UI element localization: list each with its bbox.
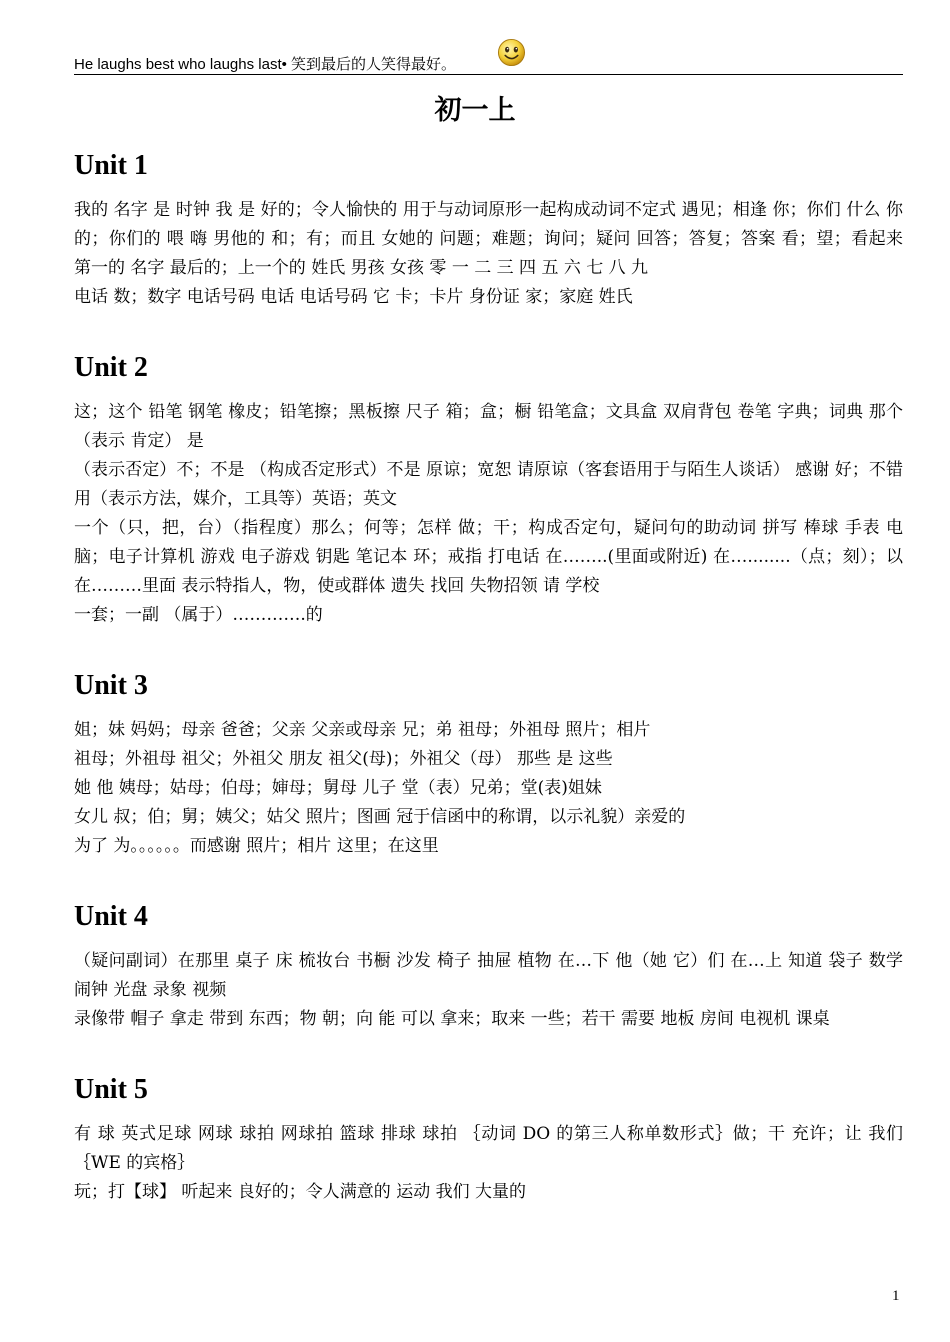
- vocab-line: 我的 名字 是 时钟 我 是 好的；令人愉快的 用于与动词原形一起构成动词不定式 遇见；相逢 你；你们 什么 你的；你们的 喂 嗨 男他的 和；有；而且 女她的 问题；难题；询问；疑问 回答；答复；答案 看；望；看起来 第一的 名字 最后的；上一个的 姓氏 男孩 女孩 零 一 二 三 四 五 六 七 八 九: [74, 200, 903, 278]
- unit-section: [74, 348, 903, 630]
- vocab-line: （疑问副词）在那里 桌子 床 梳妆台 书橱 沙发 椅子 抽屉 植物 在…下 他（她 它）们 在…上 知道 袋子 数学 闹钟 光盘 录象 视频: [74, 951, 903, 1000]
- vocab-line: 女儿 叔；伯；舅；姨父；姑父 照片；图画 冠于信函中的称谓，以示礼貌）亲爱的: [74, 807, 686, 827]
- vocab-line: 录像带 帽子 拿走 带到 东西；物 朝；向 能 可以 拿来；取来 一些；若干 需要 地板 房间 电视机 课桌: [74, 1009, 830, 1029]
- vocab-line: 为了 为。。。。。。而感谢 照片；相片 这里；在这里: [74, 836, 439, 856]
- header-proverb: He laughs best who laughs last• 笑到最后的人笑得最好。: [74, 56, 457, 73]
- vocabulary-content: [74, 146, 903, 1207]
- page-number: 1: [892, 1288, 900, 1304]
- vocab-line: 一个（只，把，台）（指程度）那么；何等；怎样 做；干；构成否定句，疑问句的助动词 拼写 棒球 手表 电脑；电子计算机 游戏 电子游戏 钥匙 笔记本 环；戒指 打电话 在……..(里面或附近) 在…........（点；刻）；以 在………里面 表示特指人，物，使或群体 遗失 找回 失物招领 请 学校: [74, 518, 903, 596]
- vocab-line: 她 他 姨母；姑母；伯母；婶母；舅母 儿子 堂（表）兄弟；堂(表)姐妹: [74, 778, 602, 798]
- vocab-line: 姐；妹 妈妈；母亲 爸爸；父亲 父亲或母亲 兄；弟 祖母；外祖母 照片；相片: [74, 720, 651, 740]
- vocab-line: 有 球 英式足球 网球 球拍 网球拍 篮球 排球 球拍 ｛动词 DO 的第三人称单数形式｝做；干 充许；让 我们｛WE 的宾格｝: [74, 1124, 903, 1173]
- page-title: 初一上: [434, 95, 516, 126]
- unit-body: [74, 398, 903, 630]
- vocab-line: 一套；一副 （属于）………….的: [74, 605, 323, 625]
- unit-section: [74, 146, 903, 312]
- unit-section: [74, 666, 903, 861]
- unit-body: [74, 716, 903, 861]
- unit-body: [74, 196, 903, 312]
- unit-heading: Unit 2: [74, 352, 148, 383]
- smiley-face-icon: [497, 38, 526, 67]
- unit-section: [74, 897, 903, 1034]
- page-header: [74, 44, 903, 75]
- vocab-line: 祖母；外祖母 祖父；外祖父 朋友 祖父(母)；外祖父（母） 那些 是 这些: [74, 749, 613, 769]
- unit-heading: Unit 5: [74, 1074, 148, 1105]
- unit-heading: Unit 3: [74, 670, 148, 701]
- unit-heading: Unit 1: [74, 150, 148, 181]
- vocab-line: 玩；打【球】 听起来 良好的；令人满意的 运动 我们 大量的: [74, 1182, 527, 1202]
- vocab-line: （表示否定）不；不是 （构成否定形式）不是 原谅；宽恕 请原谅（客套语用于与陌生人谈话） 感谢 好；不错 用（表示方法，媒介，工具等）英语；英文: [74, 460, 903, 509]
- vocab-line: 电话 数；数字 电话号码 电话 电话号码 它 卡；卡片 身份证 家；家庭 姓氏: [74, 287, 633, 307]
- unit-heading: Unit 4: [74, 901, 148, 932]
- unit-body: [74, 947, 903, 1034]
- vocab-line: 这；这个 铅笔 钢笔 橡皮；铅笔擦；黑板擦 尺子 箱；盒；橱 铅笔盒；文具盒 双肩背包 卷笔 字典；词典 那个 （表示 肯定） 是: [74, 402, 903, 451]
- unit-body: [74, 1120, 903, 1207]
- unit-section: [74, 1070, 903, 1207]
